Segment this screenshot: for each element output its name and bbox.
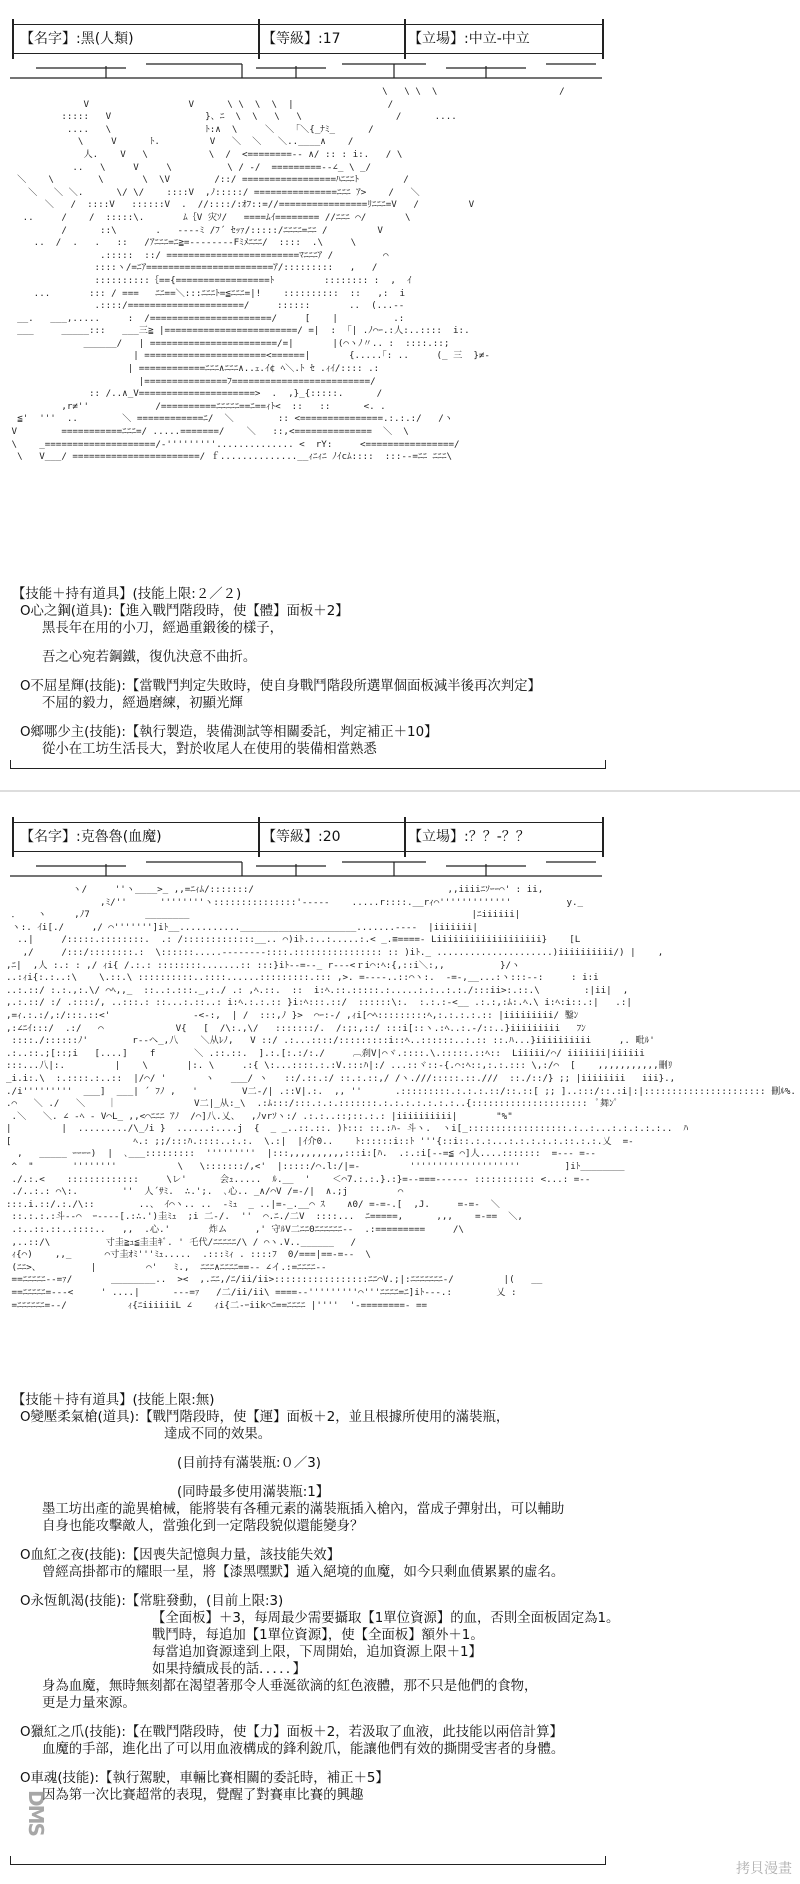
sheet-2-header bbox=[12, 822, 604, 852]
skills-heading: 【技能＋持有道具】(技能上限:無) bbox=[12, 1393, 215, 1408]
skill-title: O不屈星輝(技能):【當戰鬥判定失敗時，使自身戰鬥階段所選單個面板減半後再次判定】 bbox=[20, 679, 541, 694]
header-underline-decoration bbox=[6, 60, 606, 82]
skill-description: 因為第一次比賽超常的表現，覺醒了對賽車比賽的興趣 bbox=[42, 1788, 364, 1803]
spacer bbox=[12, 666, 606, 678]
skill-title: O心之鋼(道具):【進入戰鬥階段時，使【體】面板＋2】 bbox=[20, 604, 349, 619]
header-divider bbox=[602, 817, 604, 857]
character-level: 【等級】:20 bbox=[262, 829, 341, 845]
header-divider bbox=[12, 19, 14, 59]
skill-description: 曾經高掛都市的耀眼一星，將【漆黑嘿默】遁入絕境的血魔，如今只剩血債累累的虛名。 bbox=[42, 1565, 565, 1580]
spacer bbox=[12, 1472, 606, 1484]
skill-effect-line: (目前持有滿裝瓶:０／3) bbox=[177, 1456, 321, 1471]
ascii-art-portrait-kururu: ヽ/ ''ヽ____>_ ,,=ﾆｨﾑ/:::::::/ ,,iiiiﾆｿｰｰ⌒' : ii, ,ﾐ/'' ''''''''ヽ:::::::::::::::'----- .....r::::.__rｨ⌒''''''''''''' y._ ． ヽ ,ﾉ7 ________ |ﾆiiiiii| ヽ:. ｲi[./ ,/ ⌒''''''']iﾄ__..........._____________________.......---- |iiiiiii| ..| /:::::.::::::::. .: /:::::::::::::__.. ⌒)iﾄ.:..:.....:.< _.≡====- Liiiiiiiiiiiiiiiiiii} [L ,/ /:::/::::::::.: \::::::.....--------::::.:::::::::::::::: :: )iﾄ._ .....................)iiiiiiiiii/) | , ,ﾆ| ,人 :.: : ,/ ｨi{ /.:.: ::::::::.......:: :::}iﾄ--=--_ r---<ｒi⌒:ﾍ:{,::i＼:,, }/ヽ ..:ｨi{:.:..:\ \.::.\ ::::::::::..::::......:::::::::.::: ,>. =----..::⌒ヽ:. -=-,__...:ヽ:::--: : i:i ..:.::/ :.:.,:.\/ ⌒ﾍ,,_ ::..:.:::._,:./ .: ,ﾍ.::. :: i:ﾍ.::.:::::.:.....:.:..:.:./:::ii>:.::.\ :|ii| , ,.:.::/ :/ .::::/, ..:::.: ::...:.::..: i:ﾍ.:.:.:: }i:ﾍ:::.::/ ::::::\:. :.:.:-<__ .:.:,:ﾑ:.ﾍ.\ i:ﾍ:i::.:| .:| ,=ｨ.:.:/,:/:::.::<' -<-:, | / :::,ﾉ }> ⌒ｰ:-/ ,ｨi[⌒ﾍ:::::::::ﾍ,:.:.:.:.:: |iiiiiiiii/ 鑿ﾝ ,:∠ﾆｲ:::/ .:/ ⌒ V{ [ /\:.,\/ :::::::/. /:;:,::/ :::i[::ヽ.:ﾍ..:.-/::..}iiiiiiiii ﾌﾝ ::::./::::::ﾉ' r--ヘ_,八 ＼从ﾚﾉ, V ::/ .:...::::/:::::::::i::ﾍ..::::::..:.:: ::.ﾊ...}iiiiiiiiii ,. 毗ﾙ' .:..::.;[::;i [....] f ＼ .::.::. ].:.[:.:/:./ ︹刹V|⌒ヾ.::::.\.:::::.::ﾍ:: Liiiii/⌒/ iiiiiii|iiiiii :::...八|:. | \ |:. \ .:{ \:...::::.:.:V.:::ﾊ|:/ ...::ヾ::-{.⌒:ﾍ::,:.:.::: \,:/⌒ [ ,,,,,,,,,,,刪ﾘ _i.i:.\ :.::::.:..:: |/⌒/ ' ヽ ___/ ヽ ::/.::.:/ ::.:.::,/ /ヽ.///:::::.::./// ::./::/} ;; |iiiiiiii iii}., ./i''''''''' ___] ___| ´ ﾌﾉ , ' V二-/| .::V|.:. ,, '' .:::::::::.:.:.:.::/::.::[ ;; ]..:::/::.:i|:|:::::::::::::::::::::: 刪ﾙ%. .⌒ ＼ ./ ＼ ｜ V二|_从:_\ .:ﾑ:::/:::.:.:.:::::::.:.:.:.:.:.:.:..{::::::::::::::::::::: ﾟ舞ﾝﾟ .＼ ＼. ∠ -ﾍ - V⌒L_ ,,<⌒ﾆﾆﾆ ｱﾉ /⌒]八.乂、 ,ﾉvrｿヽ:/ .:.:..::;::.:.: |iiiiiiiiii| "%" | | ........./\_ﾉi } ......:....j { _ _..::.::. )ﾄ::: ::.:ﾊ- 斗ヽ. ヽi[_::::::::::::::::::.:..:...:.:.:.:.:.. ﾊ [ ﾍ.: ;;/:::ﾊ.::::..:.:. \.:| |ｲ介0.. ﾄ::::::i::ﾄ '''{::i::.:.:...:.:.:.:.:.::.:.:.乂 =- , _____ ｰｰｰｰ) | ､___::::::::: ''''''''' |:::,,,,,,,,,,:::i:[ﾊ. .:.:i[--=≦ ⌒]人....::::::: =--- =-- ^ " '''''''' \ \:::::::/,<' |:::::/⌒.l:/|=- '''''''''''''''''''' ]iﾄ________ ./.:.< ::::::::::::: \レ' 会ｭ..... ﾙ.__ ' ＜⌒7.:.:.}.:}=--===------ ::::::::::: <...: =-- ./..:.: ⌒\:. '' 人´ｻﾐ. ∴.';. ､心.. _∧/⌒V /=-/| ∧.;j ⌒ :::.i.::/.:./\:: ..、 ｲ⌒ヽ.. .. -ﾐｭ _ ..|=-_.__⌒ ｽ ∧0/ =-=-.[ ,J. =-=- ＼ ::.:.:.:斗-‐⌒ ｰ----[.:∴.')圭ﾐｭ ;i 二-/. '' ⌒.ﾆ./二V ::::... ﾆ=====, ,,, =-== ＼, .:..::.::..::::.. ,, .心.' 炸ム ,' 守ﾙV二ﾆﾆ0ﾆﾆﾆﾆﾆﾆ-- .:========= /\ ,..::/\ 寸圭≧ｭ≦圭圭ｷﾞ. ' 乇代/ﾆﾆﾆﾆﾆ/\ / ⌒ヽ.V..______ / ｨ{⌒) ,,_ ⌒寸圭ｵﾐ'''ﾐｭ..... .:::ﾐｨ . ::::ﾌ 0/===|==-=-- \ (ﾆﾆ>、 | ⌒' ﾐ., ﾆﾆﾆ∧ﾆﾆﾆﾆ==-- ∠イ.:=ﾆﾆﾆﾆ-- ==ﾆﾆﾆﾆﾆ--=ｧ/ ________.. >< ,.ﾆﾆ,/ﾆ/ii/ii>:::::::::::::::::ﾆﾆ⌒V.;|:ﾆﾆﾆﾆﾆﾆﾆ-/ |( __ ==ﾆﾆﾆﾆﾆ=---< ' ....| ---=ｧ /二/ii/ii\ ====--'''''''''⌒'''ﾆﾆﾆﾆ=ﾆ]iﾄ---.: 乂 : =ﾆﾆﾆﾆﾆﾆ=--/ ｨ{ﾆiiiiiiL ∠ ｨi{二-ｰiik⌒ﾆ==ﾆﾆﾆﾆ |'''' '-========- == bbox=[6, 884, 796, 1311]
character-alignment: 【立場】:中立-中立 bbox=[408, 31, 530, 47]
skill-description: 從小在工坊生活長大，對於收尾人在使用的裝備相當熟悉 bbox=[42, 742, 377, 757]
skill-effect-line: 每當追加資源達到上限，下周開始，追加資源上限＋1】 bbox=[152, 1645, 482, 1660]
spacer bbox=[12, 1581, 606, 1593]
header-divider bbox=[258, 817, 260, 857]
character-alignment: 【立場】:？？-？？ bbox=[408, 829, 530, 845]
character-name: 【名字】:克魯魯(血魔) bbox=[20, 829, 162, 845]
spacer bbox=[12, 1712, 606, 1724]
character-level: 【等級】:17 bbox=[262, 31, 341, 47]
skills-section-2 bbox=[12, 1392, 620, 1804]
watermark-copymanga: 拷貝漫畫 bbox=[736, 1861, 792, 1877]
skill-description: 吾之心宛若鋼鐵，復仇決意不曲折。 bbox=[42, 650, 257, 665]
skill-description: 黑長年在用的小刀，經過重鍛後的樣子， bbox=[42, 621, 284, 636]
skill-title: O鄉哪少主(技能):【執行製造，裝備測試等相關委託，判定補正＋10】 bbox=[20, 725, 438, 740]
header-divider bbox=[258, 19, 260, 59]
spacer bbox=[12, 637, 606, 649]
ascii-art-portrait-kuro: \ \ \ \ / V V \ \ \ \ | / ::::: V }、ﾆ \ \ \ \ / .... .... \ ﾄ:∧ \ ＼ 「＼{_ﾅﾐ_ / \ V ﾄ. V ＼ ＼ ＼..____∧ / 人. V \ \ / <========-- ∧/ :: : i:. / \ .. \ V \ \ / -/ =========--∠_ \ _/ ＼ \ \ \ \V /::/ =================ﾊﾆﾆﾆﾄ / ＼ ＼ ＼. \/ \/ ::::V ,ﾉ:::::/ ===============ﾆﾆﾆ ｱ> / ＼ ＼ / ::::V ::::::V . //::::/:ｵﾌ::=//================ﾘﾆﾆﾆ=V / V .. / / :::::\. ﾑ｛V 灾ｿ/ ====ﾑｲ======== //ﾆﾆﾆ ⌒/ \ / ::\ . ----ﾐ /ﾌ´ ｾｯｧ/:::::/ﾆﾆﾆﾆ=ﾆﾆ / V .. / . . :: /ｱﾆﾆﾆ=ﾆ≧=--------Fﾐﾒﾆﾆﾆ/ :::: .\ \ .::::: ::/ ========================ﾏﾆﾆﾆｱ / ⌒ ::::ヽ/=ﾆｱ=======================ｱ/::::::::: , / ::::::::::｛=={=================ﾄ :::::::: : , ｲ ... ::: / === ﾆﾆ==＼:::ﾆﾆﾆﾄ=≦ﾆﾆﾆ=|! :::::::::: :: ,: i .::::/=====================/ :::::: .. (...-- __. ___,..... : /======================/ [ | .: ___ _____::: ___三≧ |========================/ =| : ｢| .ﾉ⌒ｰ.:人:..:::: i:. ______/ | =======================/=| |(⌒ヽﾉ〃.. : ::::.::; | ======================<======| {.....｢: .. (_ 三 }≠- | ============ﾆﾆﾆ∧ﾆﾆﾆ∧..ｪ.ｲ¢ ﾍ＼.ﾄ ｾ .ｨｲ/:::: .: |===============ﾌ=========================/ :: /..∧_V=====================> . ,}_{:::::. / ,r≠'' /==========ﾆﾆﾆﾆﾆ==ﾆ==ｨﾄ< :: :: <. . ≦' ''' .. ＼ ============ﾆ/ ＼ :: <===============.:.:.:/ /ヽ V ===========ﾆﾆﾆ=/ .....=======/ ＼ ::,<============== ＼ \ \ _====================/-'''''''''.............. < rY: <================/ \ V___/ =======================/ ｆ..............__ｨﾆｨﾆ ﾉｲcﾑ:::: :::--=ﾆﾆ ﾆﾆﾆ\ bbox=[11, 86, 565, 463]
skill-effect-line: 如果持續成長的話．．．．．】 bbox=[152, 1662, 306, 1677]
skill-effect-line: 達成不同的效果。 bbox=[164, 1427, 272, 1442]
character-name: 【名字】:黑(人類) bbox=[20, 31, 134, 47]
skill-description: 身為血魔，無時無刻都在渴望著那令人垂涎欲滴的紅色液體，那不只是他們的食物， bbox=[42, 1679, 538, 1694]
skill-title: O變壓柔氣槍(道具):【戰鬥階段時，使【運】面板＋2，並且根據所使用的滿裝瓶， bbox=[20, 1410, 510, 1425]
sheet-2-bottom-frame bbox=[10, 1856, 606, 1865]
skills-section-1 bbox=[12, 586, 606, 758]
spacer bbox=[12, 712, 606, 724]
skill-description: 血魔的手部，進化出了可以用血液構成的鋒利銳爪，能讓他們有效的撕開受害者的身體。 bbox=[42, 1742, 565, 1757]
sheet-1-bottom-frame bbox=[10, 760, 606, 769]
skill-title: O車魂(技能):【執行駕駛，車輛比賽相關的委託時，補正＋5】 bbox=[20, 1771, 389, 1786]
header-divider bbox=[404, 817, 406, 857]
watermark-dmzj: DMS bbox=[24, 1790, 48, 1835]
skills-heading: 【技能＋持有道具】(技能上限:２／２) bbox=[12, 587, 242, 602]
skill-effect-line: (同時最多使用滿裝瓶:1】 bbox=[177, 1485, 330, 1500]
skill-title: O永恆飢渴(技能):【常駐發動，(目前上限:3) bbox=[20, 1594, 284, 1609]
skill-title: O血紅之夜(技能):【因喪失記憶與力量，該技能失效】 bbox=[20, 1548, 341, 1563]
page-divider bbox=[0, 790, 800, 792]
header-divider bbox=[602, 19, 604, 59]
spacer bbox=[12, 1535, 606, 1547]
skill-description: 自身也能攻擊敵人，當強化到一定階段貌似還能變身？ bbox=[42, 1519, 364, 1534]
skill-title: O獵紅之爪(技能):【在戰鬥階段時，使【力】面板＋2，若汲取了血液，此技能以兩倍計算】 bbox=[20, 1725, 563, 1740]
header-divider bbox=[404, 19, 406, 59]
spacer bbox=[12, 1758, 606, 1770]
header-divider bbox=[12, 817, 14, 857]
skill-effect-line: 戰鬥時，每追加【1單位資源】，使【全面板】額外＋1。 bbox=[152, 1628, 484, 1643]
sheet-1-header bbox=[12, 24, 604, 54]
skill-effect-line: 【全面板】＋3，每周最少需要攝取【1單位資源】的血，否則全面板固定為1。 bbox=[152, 1611, 620, 1626]
skill-description: 墨工坊出產的詭異槍械，能將裝有各種元素的滿裝瓶插入槍內，當成子彈射出，可以輔助 bbox=[42, 1502, 565, 1517]
header-underline-decoration bbox=[6, 858, 606, 880]
skill-description: 更是力量來源。 bbox=[42, 1696, 136, 1711]
skill-description: 不屈的毅力，經過磨練，初顯光輝 bbox=[42, 696, 243, 711]
spacer bbox=[12, 1443, 606, 1455]
